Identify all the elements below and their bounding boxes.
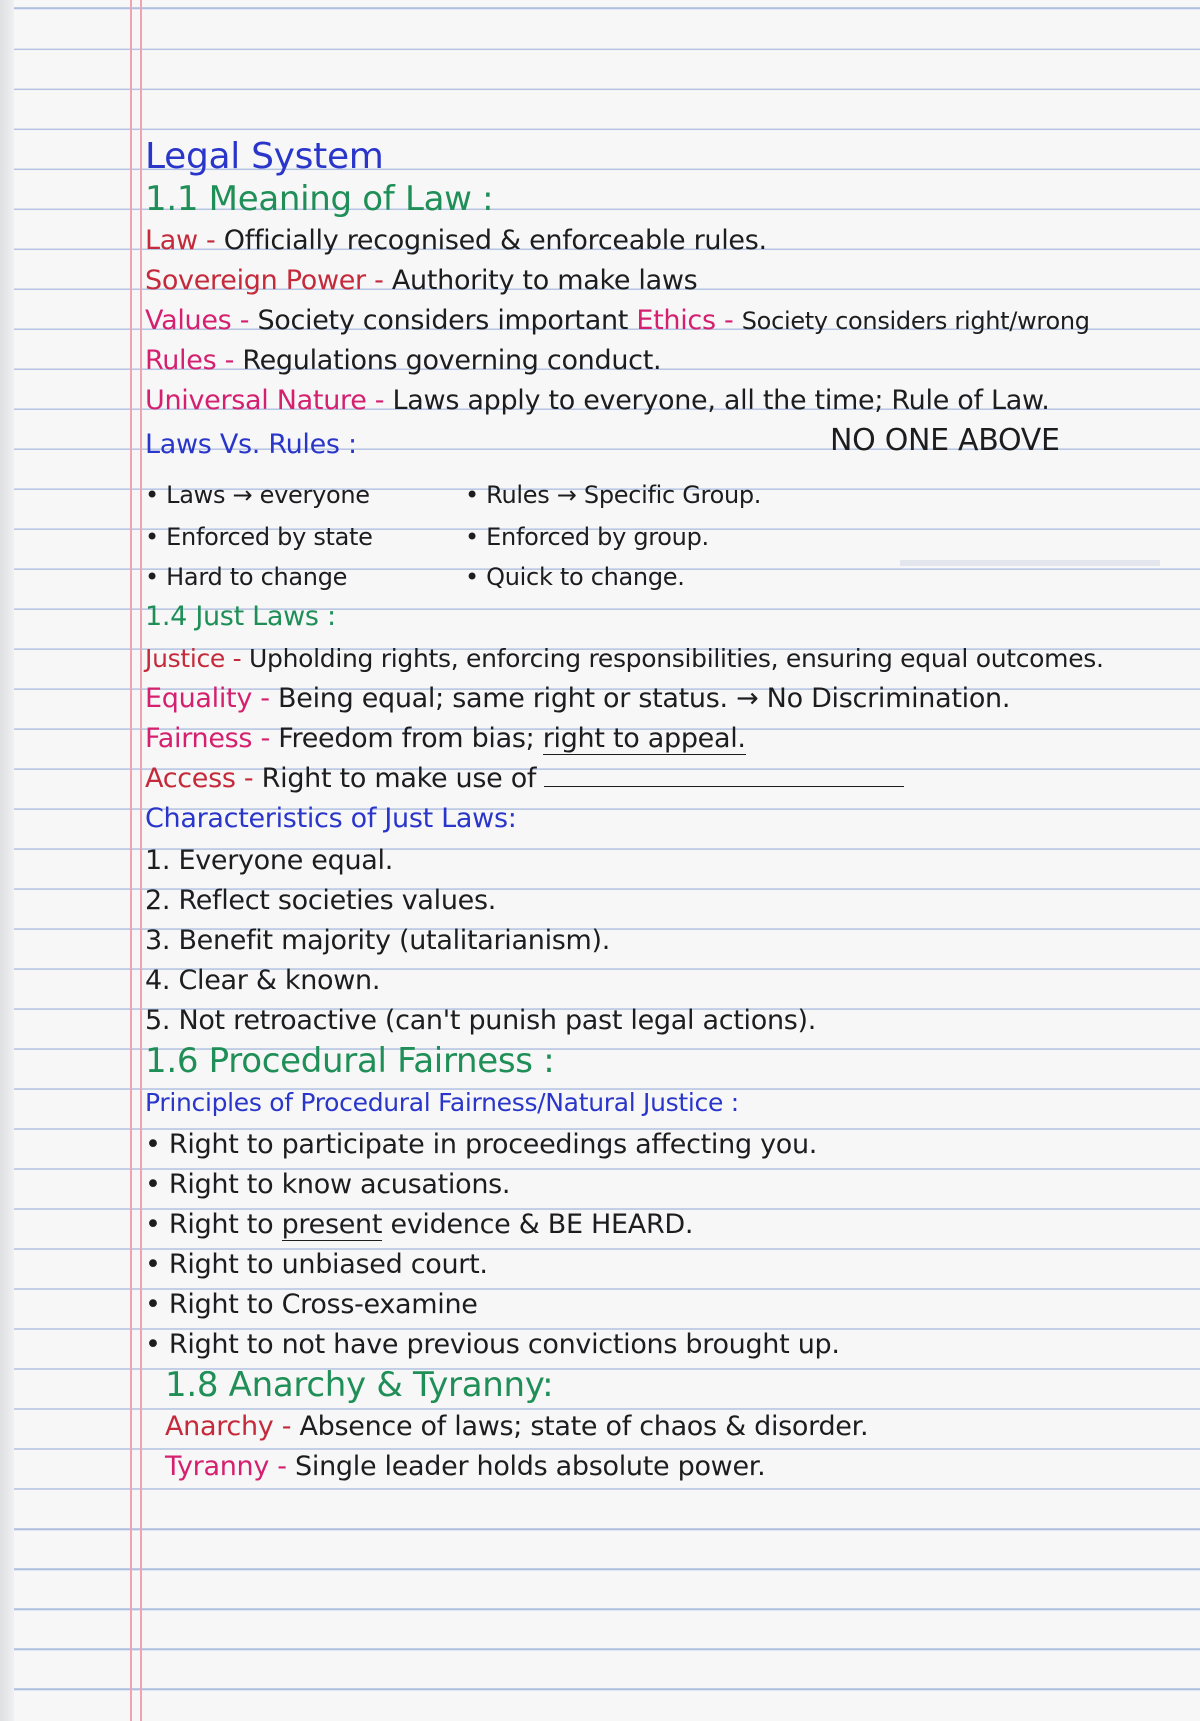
principle-5: • Right to not have previous convictions brought up. [145, 1329, 840, 1360]
definition-justice [145, 642, 1104, 676]
def-sovereign-power: Authority to make laws [391, 265, 698, 296]
principle-present-suffix: evidence & BE HEARD. [390, 1209, 694, 1240]
rules-item-2: • Enforced by group. [465, 523, 709, 551]
definition-anarchy [165, 1410, 868, 1444]
principle-2: • Right to know acusations. [145, 1169, 511, 1200]
def-law: Officially recognised & enforceable rules. [223, 225, 767, 256]
laws-item-3: • Hard to change [145, 563, 348, 591]
principle-present-word: present [281, 1209, 383, 1240]
laws-item-1: • Laws → everyone [145, 481, 370, 509]
definition-universal-nature [145, 384, 1050, 418]
blank-line [544, 764, 904, 787]
no-one-above-note: NO ONE ABOVE [830, 423, 1060, 458]
definition-rules [145, 344, 661, 378]
term-fairness: Fairness - [145, 723, 270, 754]
term-rules: Rules - [145, 345, 235, 376]
principle-3: • Right to unbiased court. [145, 1249, 488, 1280]
def-universal-nature: Laws apply to everyone, all the time; Rule of Law. [392, 385, 1050, 416]
term-law: Law - [145, 225, 216, 256]
principle-4: • Right to Cross-examine [145, 1289, 478, 1320]
characteristic-1: 1. Everyone equal. [145, 845, 393, 876]
def-ethics: Society considers right/wrong [741, 307, 1090, 335]
characteristic-5: 5. Not retroactive (can't punish past legal actions). [145, 1005, 817, 1036]
term-ethics: Ethics - [636, 305, 734, 336]
term-sovereign-power: Sovereign Power - [145, 265, 384, 296]
term-equality: Equality - [145, 683, 270, 714]
definition-law [145, 224, 767, 258]
definition-equality [145, 682, 1010, 716]
def-values: Society considers important [257, 305, 629, 336]
laws-vs-rules-heading: Laws Vs. Rules : [145, 429, 357, 460]
definition-sovereign-power [145, 264, 697, 298]
term-values: Values - [145, 305, 250, 336]
section-1-6-heading: 1.6 Procedural Fairness : [145, 1041, 555, 1081]
rules-item-3: • Quick to change. [465, 563, 685, 591]
principle-present-prefix: • Right to [145, 1209, 274, 1240]
def-fairness: Freedom from bias; [278, 723, 535, 754]
section-1-4-heading: 1.4 Just Laws : [145, 601, 336, 632]
term-access: Access - [145, 763, 254, 794]
characteristic-4: 4. Clear & known. [145, 965, 381, 996]
def-fairness-appeal: right to appeal. [542, 723, 746, 754]
term-justice: Justice - [145, 644, 242, 673]
principles-heading: Principles of Procedural Fairness/Natural Justice : [145, 1088, 739, 1117]
page-title: Legal System [145, 136, 384, 177]
term-universal-nature: Universal Nature - [145, 385, 385, 416]
laws-item-2: • Enforced by state [145, 523, 373, 551]
def-rules: Regulations governing conduct. [242, 345, 662, 376]
def-equality: Being equal; same right or status. → No Discrimination. [278, 683, 1011, 714]
definition-access [145, 762, 904, 796]
term-tyranny: Tyranny - [165, 1451, 287, 1482]
def-anarchy: Absence of laws; state of chaos & disorder. [299, 1411, 869, 1442]
characteristic-3: 3. Benefit majority (utalitarianism). [145, 925, 611, 956]
term-anarchy: Anarchy - [165, 1411, 292, 1442]
definition-tyranny [165, 1450, 765, 1484]
principle-present-evidence [145, 1208, 693, 1242]
def-tyranny: Single leader holds absolute power. [295, 1451, 766, 1482]
definition-fairness [145, 722, 746, 756]
characteristics-heading: Characteristics of Just Laws: [145, 803, 517, 834]
characteristic-2: 2. Reflect societies values. [145, 885, 497, 916]
def-access: Right to make use of [261, 763, 537, 794]
principle-1: • Right to participate in proceedings affecting you. [145, 1129, 818, 1160]
def-justice: Upholding rights, enforcing responsibilities, ensuring equal outcomes. [249, 644, 1104, 673]
section-1-8-heading: 1.8 Anarchy & Tyranny: [165, 1365, 554, 1405]
rules-item-1: • Rules → Specific Group. [465, 481, 762, 509]
definition-values-ethics [145, 304, 1090, 338]
section-1-1-heading: 1.1 Meaning of Law : [145, 179, 494, 219]
